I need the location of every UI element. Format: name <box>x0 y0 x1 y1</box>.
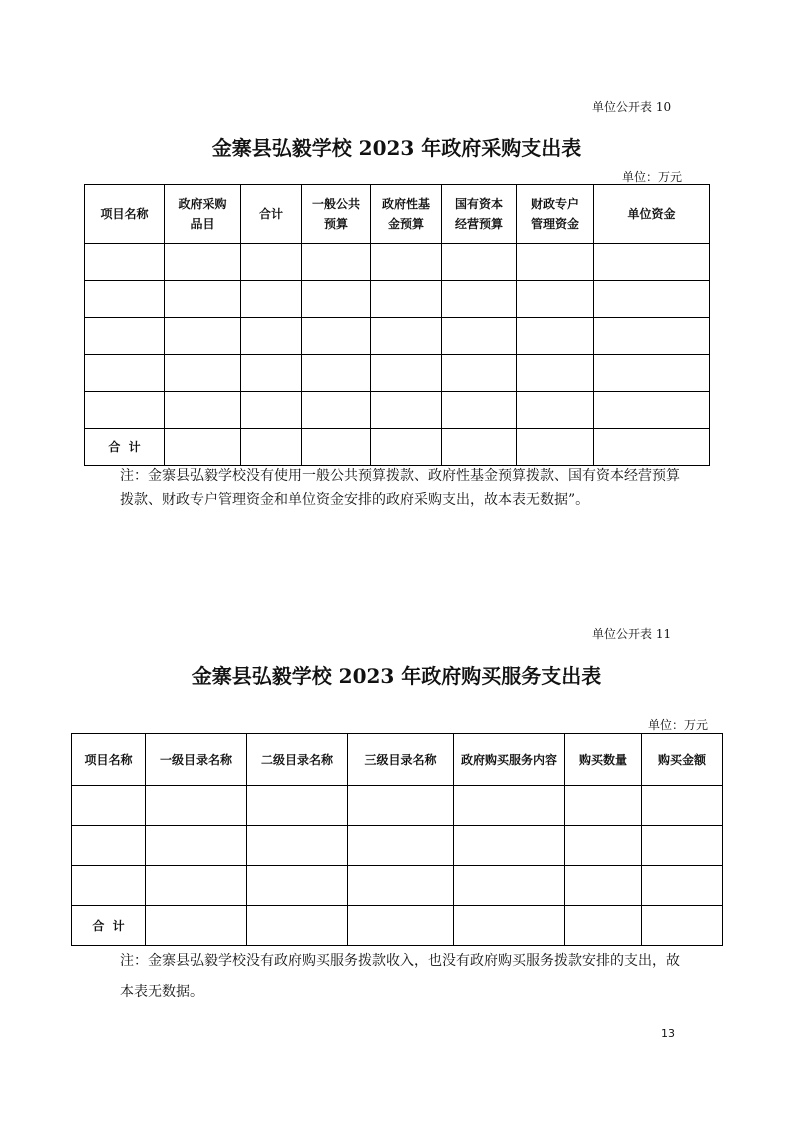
table10-header-cell: 国有资本 经营预算 <box>442 185 517 244</box>
table-row <box>85 318 710 355</box>
table10-title: 金寨县弘毅学校 2023 年政府采购支出表 <box>211 136 582 160</box>
page-number: 13 <box>661 1027 675 1040</box>
table-row <box>72 826 723 866</box>
table10-header-row <box>85 185 710 244</box>
table-row <box>85 355 710 392</box>
table10-unit-code: 单位公开表 10 <box>592 100 672 114</box>
table11-header-cell: 一级目录名称 <box>146 734 247 786</box>
table10-unit: 单位：万元 <box>622 170 683 184</box>
table11-header-row <box>72 734 723 786</box>
table-row <box>85 244 710 281</box>
table-row <box>72 786 723 826</box>
table10-header-cell: 财政专户 管理资金 <box>517 185 594 244</box>
table11-note: 注：金寨县弘毅学校没有政府购买服务拨款收入，也没有政府购买服务拨款安排的支出，故本表无数据。 <box>120 953 680 1000</box>
table11-title: 金寨县弘毅学校 2023 年政府购买服务支出表 <box>191 664 602 688</box>
table10-header-cell: 一般公共 预算 <box>302 185 371 244</box>
table11-total-row <box>72 906 723 946</box>
table11-service-purchase-table <box>71 733 723 946</box>
table10-header-cell: 合计 <box>241 185 302 244</box>
table11-header-cell: 项目名称 <box>72 734 146 786</box>
table-row <box>85 281 710 318</box>
table11-total-label: 合 计 <box>72 906 146 946</box>
table10-total-row <box>85 429 710 466</box>
table11-unit: 单位：万元 <box>648 718 709 732</box>
table11-header-cell: 购买数量 <box>565 734 642 786</box>
table11-header-cell: 购买金额 <box>642 734 723 786</box>
table10-header-cell: 单位资金 <box>594 185 710 244</box>
table10-header-cell: 政府采购 品目 <box>165 185 241 244</box>
table10-total-label: 合 计 <box>85 429 165 466</box>
table10-header-cell: 政府性基 金预算 <box>371 185 442 244</box>
table11-header-cell: 政府购买服务内容 <box>454 734 565 786</box>
table10-procurement-table <box>84 184 710 466</box>
table-row <box>85 392 710 429</box>
table-row <box>72 866 723 906</box>
table11-header-cell: 三级目录名称 <box>348 734 454 786</box>
table10-note: 注：金寨县弘毅学校没有使用一般公共预算拨款、政府性基金预算拨款、国有资本经营预算拨款、财政专户管理资金和单位资金安排的政府采购支出，故本表无数据”。 <box>120 468 680 508</box>
table10-header-cell: 项目名称 <box>85 185 165 244</box>
table11-header-cell: 二级目录名称 <box>247 734 348 786</box>
table11-unit-code: 单位公开表 11 <box>592 627 672 641</box>
